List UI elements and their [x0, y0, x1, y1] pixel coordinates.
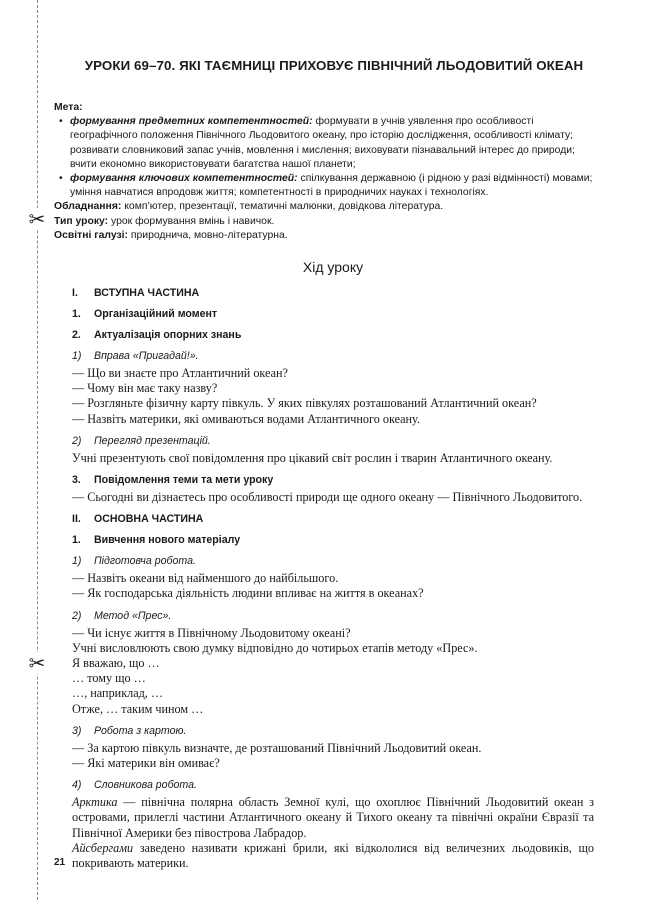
section-number: 2. [72, 329, 81, 342]
subsection-title: Метод «Прес». [94, 609, 172, 622]
text-line: … тому що … [72, 671, 146, 686]
goal-item-text: формувати в учнів уявлення про особливості географічного положення Північного Льодовитого океану, про історію дослідження, особливості клімату; розвивати словниковий запас учнів, мовлення і мислення; виховувати пізнавальний інтерес до природи; вчити економно використовувати багатства нашої планети; [70, 116, 575, 170]
equipment-text: комп’ютер, презентації, тематичні малюнки, довідкова література. [121, 201, 444, 213]
goal-item-text: спілкування державною (і рідною у разі відмінності) мовами; уміння навчатися впродовж життя; компетентності в природничих науках і технологіях. [70, 173, 593, 199]
part-heading [72, 513, 594, 525]
lesson-meta [54, 101, 602, 243]
section-title: Повідомлення теми та мети уроку [94, 474, 274, 487]
subsection-heading [72, 435, 594, 447]
subsection-heading [72, 779, 594, 791]
subsection-number: 1) [72, 350, 82, 363]
goal-list [54, 115, 602, 200]
text-line: Я вважаю, що … [72, 656, 160, 671]
goal-label: Мета: [54, 102, 83, 113]
course-title: Хід уроку [302, 259, 364, 276]
subsection-number: 2) [72, 609, 82, 622]
text-line: …, наприклад, … [72, 686, 164, 701]
subsection-heading [72, 555, 594, 567]
text-line: Отже, … таким чином … [72, 701, 204, 716]
areas-label: Освітні галузі: [54, 229, 128, 241]
text-line: — Сьогодні ви дізнаєтесь про особливості природи ще одного океану — Північного Льодовитого. [72, 490, 583, 505]
subsection-title: Підготовча робота. [94, 555, 196, 568]
subsection-title: Робота з картою. [94, 724, 187, 737]
text-line: — Які материки він омиває? [72, 756, 220, 771]
subsection-heading [72, 725, 594, 737]
part-title: ВСТУПНА ЧАСТИНА [94, 287, 200, 300]
section-number: 1. [72, 534, 81, 547]
text-line: Учні висловлюють свою думку відповідно до чотирьох етапів методу «Прес». [72, 640, 478, 655]
subsection-number: 4) [72, 779, 82, 792]
subsection-title: Перегляд презентацій. [94, 434, 211, 447]
subsection-heading [72, 350, 594, 362]
text-line: — За картою півкуль визначте, де розташований Північний Льодовитий океан. [72, 740, 482, 755]
subsection-heading [72, 610, 594, 622]
section-heading [72, 308, 594, 320]
goal-item-label: формування ключових компетентностей: [70, 173, 298, 185]
subsection-title: Словникова робота. [94, 779, 197, 792]
definition-term: Арктика [72, 795, 118, 810]
areas-line [54, 229, 602, 243]
scissors-icon: ✂ [26, 208, 48, 230]
part-number: I. [72, 287, 78, 300]
text-line: Учні презентують свої повідомлення про цікавий світ рослин і тварин Атлантичного океану. [72, 450, 553, 465]
section-title: Вивчення нового матеріалу [94, 534, 241, 547]
cut-line [37, 0, 38, 900]
equipment-label: Обладнання: [54, 201, 122, 213]
section-number: 1. [72, 308, 81, 321]
definition-term: Айсбергами [72, 840, 134, 855]
text-line: — Назвіть материки, які омиваються водами Атлантичного океану. [72, 411, 420, 426]
type-label: Тип уроку: [54, 215, 109, 227]
definition-paragraph [72, 795, 594, 841]
section-heading [72, 534, 594, 546]
definition-text: заведено називати крижані брили, які відкололися від величезних льодовиків, що покривають материки. [72, 840, 594, 871]
text-line: — Назвіть океани від найменшого до найбільшого. [72, 571, 339, 586]
part-number: II. [72, 513, 81, 526]
section-title: Організаційний момент [94, 308, 218, 321]
subsection-number: 2) [72, 434, 82, 447]
section-heading [72, 329, 594, 341]
definition-paragraph [72, 841, 594, 871]
goal-item [70, 172, 602, 200]
part-title: ОСНОВНА ЧАСТИНА [94, 513, 204, 526]
equipment-line [54, 200, 602, 214]
subsection-number: 1) [72, 555, 82, 568]
type-text: урок формування вмінь і навичок. [108, 215, 275, 227]
areas-text: природнича, мовно-літературна. [128, 229, 288, 241]
subsection-number: 3) [72, 724, 82, 737]
text-line: — Чи існує життя в Північному Льодовитому океані? [72, 625, 351, 640]
section-title: Актуалізація опорних знань [94, 329, 242, 342]
goal-item [70, 115, 602, 172]
type-line [54, 215, 602, 229]
lesson-title: УРОКИ 69–70. ЯКІ ТАЄМНИЦІ ПРИХОВУЄ ПІВНІЧНИЙ ЛЬОДОВИТИЙ ОКЕАН [84, 58, 584, 73]
subsection-title: Вправа «Пригадай!». [94, 350, 199, 363]
text-line: — Чому він має таку назву? [72, 381, 218, 396]
page-number: 21 [54, 857, 66, 868]
scissors-icon: ✂ [26, 652, 48, 674]
definition-text: — північна полярна область Земної кулі, що охоплює Північний Льодовитий океан з островами, прилеглі частини Атлантичного океану й Тихого океану та північні окраїни Євразії та Північної Америки без півострова Лабрадор. [72, 795, 594, 840]
text-line: — Що ви знаєте про Атлантичний океан? [72, 366, 288, 381]
text-line: — Як господарська діяльність людини впливає на життя в океанах? [72, 586, 424, 601]
goal-item-label: формування предметних компетентностей: [70, 116, 313, 128]
section-number: 3. [72, 474, 81, 487]
section-heading [72, 474, 594, 486]
part-heading [72, 287, 594, 299]
text-line: — Розгляньте фізичну карту півкуль. У яких півкулях розташований Атлантичний океан? [72, 396, 537, 411]
